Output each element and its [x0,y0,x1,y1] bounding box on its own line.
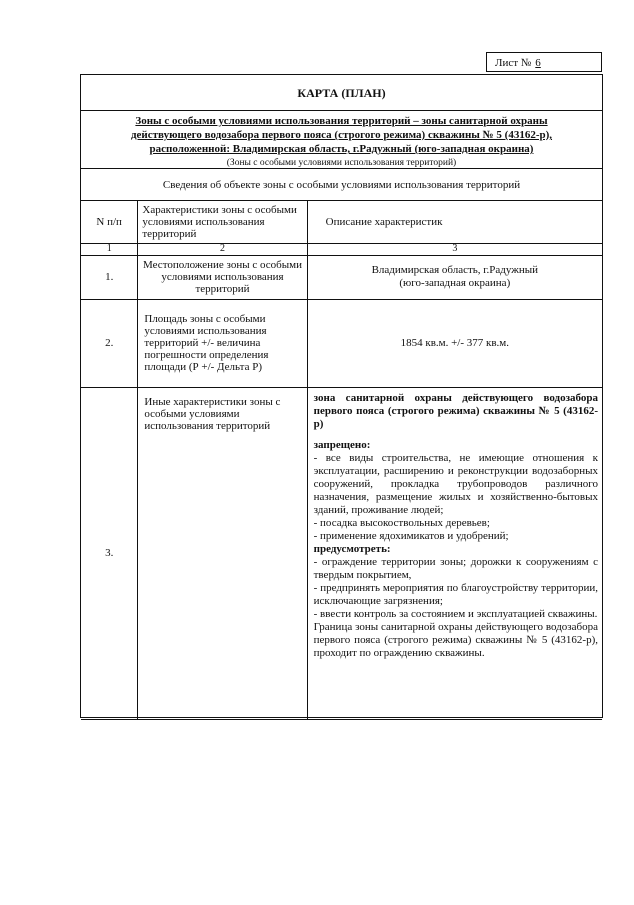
col-number-2: 2 [138,243,307,255]
zone-line-3: расположенной: Владимирская область, г.Радужный (юго-западная окраина) [149,143,534,155]
column-number-row [81,243,602,255]
row-2-num: 2. [81,299,138,387]
table-row [81,387,602,719]
row-3-characteristic: Иные характеристики зоны с особыми условиями использования территорий [138,387,307,719]
section-subheading: Сведения об объекте зоны с особыми условиями использования территорий [81,169,602,201]
document-frame [80,74,603,718]
zone-description [81,111,602,169]
header-characteristic: Характеристики зоны с особыми условиями использования территорий [138,201,307,243]
row-2-description: 1854 кв.м. +/- 377 кв.м. [307,299,602,387]
table-row [81,255,602,299]
row-1-description [307,255,602,299]
row-3-para-provide-heading: предусмотреть: [313,542,391,555]
row-3-para-prohibited-2: - посадка высокоствольных деревьев; [313,516,490,529]
row-3-num: 3. [81,387,138,719]
row-3-para-prohibited-heading: запрещено: [313,438,371,451]
zone-line-2: действующего водозабора первого пояса (строгого режима) скважины № 5 (43162-р), [130,129,553,141]
header-description: Описание характеристик [307,201,602,243]
row-1-num: 1. [81,255,138,299]
row-3-para-provide-3: - ввести контроль за состоянием и эксплуатацией скважины. [313,607,598,620]
row-1-description-line-1: Владимирская область, г.Радужный [371,264,539,276]
sheet-label: Лист № [495,57,532,69]
table-row [81,299,602,387]
row-1-description-line-2: (юго-западная окраина) [399,277,511,289]
table-header-row [81,201,602,243]
col-number-3: 3 [307,243,602,255]
characteristics-table [81,201,602,720]
row-1-characteristic: Местоположение зоны с особыми условиями использования территорий [138,255,307,299]
row-3-para-prohibited-1: - все виды строительства, не имеющие отношения к эксплуатации, расширению и реконструкции водозаборных сооружений, прокладка трубопроводов различного назначения, размещение жилых и хозяйственно-бытовых зданий, проживание людей; [313,451,598,516]
zone-line-1: Зоны с особыми условиями использования территорий – зоны санитарной охраны [135,115,548,127]
row-3-para-boundary: Граница зоны санитарной охраны действующего водозабора первого пояса (строгого режима) скважины № 5 (43162-р), проходит по ограждению скважины. [313,620,598,659]
document-title: КАРТА (ПЛАН) [81,75,602,111]
row-3-para-prohibited-3: - применение ядохимикатов и удобрений; [313,529,509,542]
row-3-para-zone: зона санитарной охраны действующего водозабора первого пояса (строгого режима) скважины № 5 (43162-р) [313,391,598,430]
sheet-number-box [486,52,602,72]
row-3-para-provide-2: - предпринять мероприятия по благоустройству территории, исключающие загрязнения; [313,581,598,607]
header-num: N п/п [81,201,138,243]
zone-line-4: (Зоны с особыми условиями использования территорий) [226,158,457,168]
row-3-description [307,387,602,719]
row-2-characteristic: Площадь зоны с особыми условиями использования территорий +/- величина погрешности определения площади (Р +/- Дельта Р) [138,299,307,387]
sheet-number: 6 [535,57,541,69]
row-3-para-provide-1: - ограждение территории зоны; дорожки к сооружениям с твердым покрытием, [313,555,598,581]
col-number-1: 1 [81,243,138,255]
